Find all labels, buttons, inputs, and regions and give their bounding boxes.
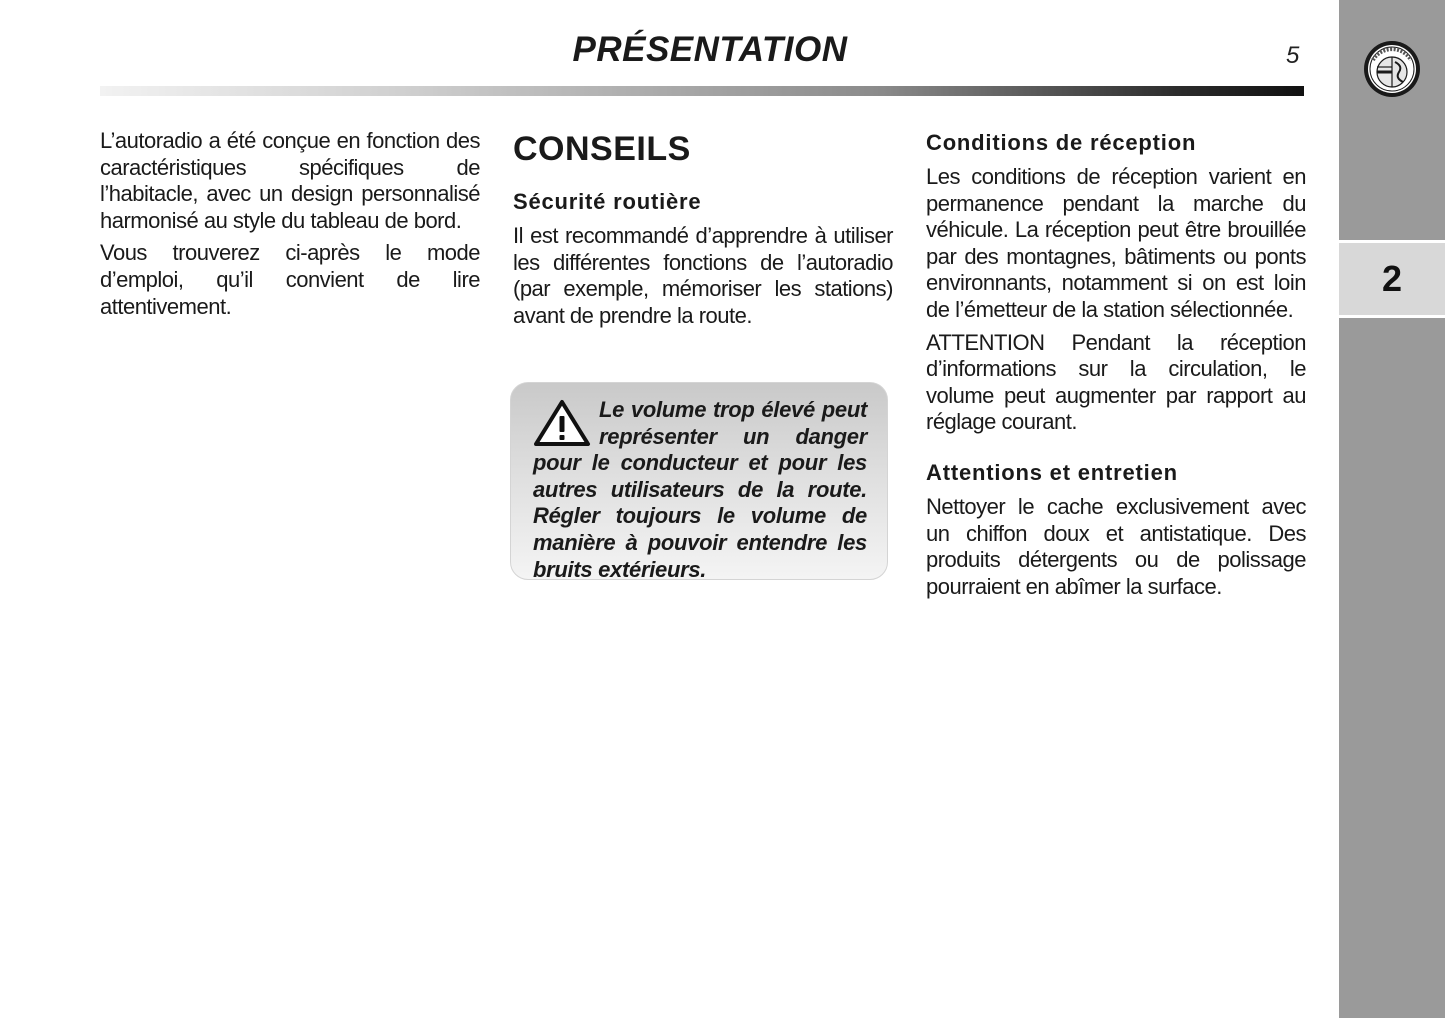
- subsection-heading: Attentions et entretien: [926, 459, 1178, 485]
- column-reception: [926, 128, 1306, 606]
- header-rule: [100, 86, 1304, 96]
- warning-box: [510, 382, 888, 580]
- column-intro: [100, 128, 480, 326]
- maintenance-paragraph: Nettoyer le cache exclusivement avec un chiffon doux et antistatique. Des produits détergents ou de polissage pourraient en abîmer la surface.: [926, 493, 1306, 599]
- reception-paragraph: Les conditions de réception varient en permanence pendant la marche du véhicule. La réception peut être brouillée par des montagnes, bâtiments ou ponts environnants, notamment si on est loin de l’émetteur de la station sélectionnée.: [926, 164, 1306, 322]
- column-advice: [513, 128, 893, 335]
- intro-paragraph: Vous trouverez ci-après le mode d’emploi, qu’il convient de lire attentivement.: [100, 240, 480, 319]
- subsection-heading: Sécurité routière: [513, 189, 702, 214]
- warning-triangle-icon: [533, 399, 591, 447]
- warning-text: Le volume trop élevé peut représenter un danger pour le conducteur et pour les autres utilisateurs de la route. Régler toujours le volume de manière à pouvoir entendre les bruits extérieurs.: [533, 397, 867, 582]
- attention-paragraph: ATTENTION Pendant la réception d’informations sur la circulation, le volume peut augmenter par rapport au réglage courant.: [926, 329, 1306, 435]
- chapter-number: 2: [1381, 258, 1403, 299]
- safety-paragraph: Il est recommandé d’apprendre à utiliser les différentes fonctions de l’autoradio (par exemple, mémoriser les stations) avant de prendre la route.: [513, 223, 893, 328]
- chapter-side-strip: [1339, 0, 1445, 1018]
- section-heading: CONSEILS: [513, 130, 691, 168]
- subsection-heading: Conditions de réception: [926, 130, 1197, 155]
- page-number: 5: [1286, 42, 1300, 69]
- chapter-tab[interactable]: [1339, 240, 1445, 318]
- page-title: PRÉSENTATION: [572, 30, 848, 69]
- intro-paragraph: L’autoradio a été conçue en fonction des caractéristiques spécifiques de l’habitacle, avec un design personnalisé harmonisé au style du tableau de bord.: [100, 128, 480, 233]
